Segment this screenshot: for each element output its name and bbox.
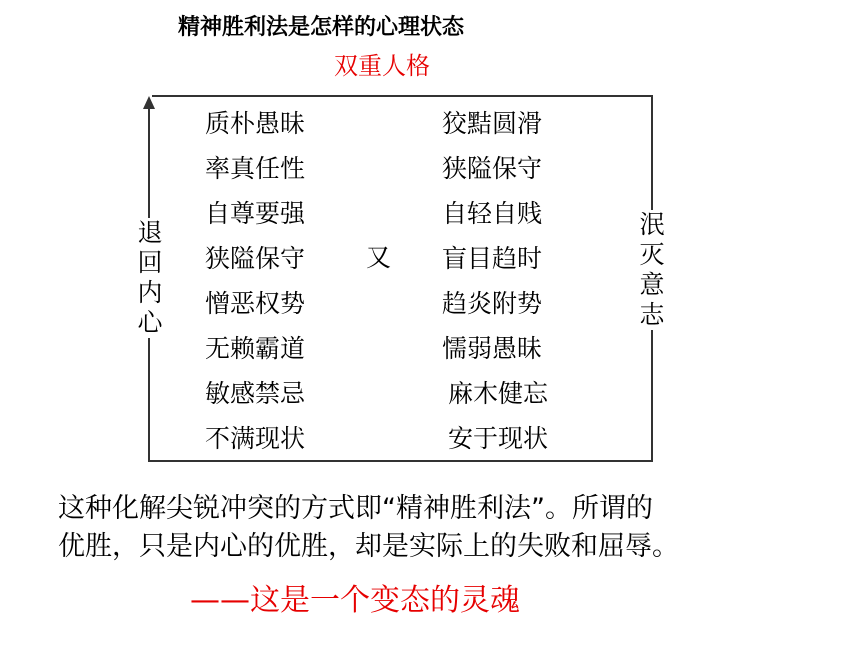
frame-top-line <box>152 95 652 97</box>
left-trait: 狭隘保守 <box>205 244 306 273</box>
left-trait: 不满现状 <box>205 424 306 453</box>
left-trait: 质朴愚昧 <box>205 109 306 138</box>
left-trait: 率真任性 <box>205 154 306 183</box>
explanation-paragraph <box>58 490 848 566</box>
conclusion-text: ——这是一个变态的灵魂 <box>190 583 520 618</box>
right-trait: 懦弱愚昧 <box>442 334 543 363</box>
right-trait: 自轻自贱 <box>442 199 543 228</box>
right-side-label: 泯灭意志 <box>637 210 667 330</box>
right-trait: 狭隘保守 <box>442 154 543 183</box>
page-title: 精神胜利法是怎样的心理状态 <box>178 15 465 40</box>
right-trait: 麻木健忘 <box>448 379 549 408</box>
left-side-label: 退回内心 <box>135 218 165 338</box>
paragraph-line: 优胜，只是内心的优胜，却是实际上的失败和屈辱。 <box>58 531 679 562</box>
frame-bottom-line <box>148 460 653 462</box>
left-trait: 敏感禁忌 <box>205 379 306 408</box>
left-trait: 自尊要强 <box>205 199 306 228</box>
left-trait: 无赖霸道 <box>205 334 306 363</box>
right-trait: 盲目趋时 <box>442 244 543 273</box>
paragraph-line: 这种化解尖锐冲突的方式即“精神胜利法”。所谓的 <box>58 493 653 524</box>
right-trait: 狡黠圆滑 <box>442 109 543 138</box>
subtitle: 双重人格 <box>334 52 430 80</box>
middle-word: 又 <box>366 243 392 272</box>
right-trait: 趋炎附势 <box>442 289 543 318</box>
left-trait: 憎恶权势 <box>205 289 306 318</box>
arrow-up-icon <box>143 96 155 109</box>
right-trait: 安于现状 <box>448 424 549 453</box>
